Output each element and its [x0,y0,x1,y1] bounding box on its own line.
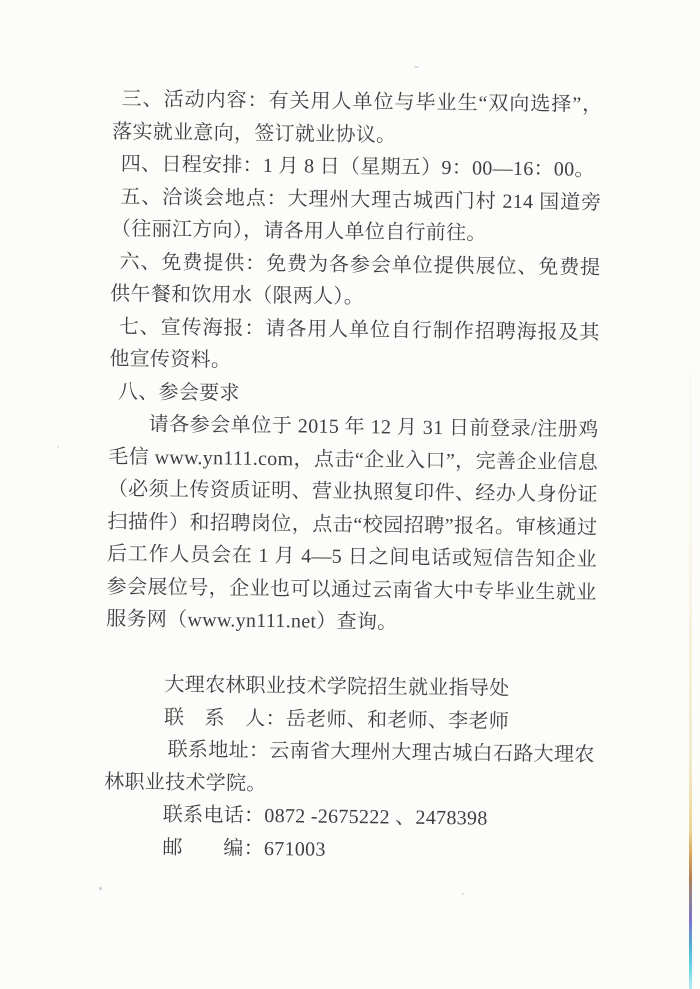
document-body [103,83,602,869]
contact-phone: 联系电话：0872 -2675222 、2478398 [162,803,488,830]
contact-block [103,668,595,869]
item-promo-posters: 七、宣传海报：请各用人单位自行制作招聘海报及其他宣传资料。 [109,315,600,372]
registration-instructions: 请各参会单位于 2015 年 12 月 31 日前登录/注册鸡毛信 www.yn111.com，点击“企业入口”，完善企业信息（必须上传资质证明、营业执照复印件、经办人身份证扫描件）和招聘岗位，点击“校园招聘”报名。审核通过后工作人员会在 1 月 4—5 日之间电话或短信告知企业参会展位号，企业也可以通过云南省大中专毕业生就业服务网（www.yn111.net）查询。 [106,413,599,634]
contact-address: 联系地址：云南省大理州大理古城白石路大理农林职业技术学院。 [104,738,595,795]
contact-person: 联 系 人：岳老师、和老师、李老师 [163,706,510,733]
item-requirements-heading: 八、参会要求 [117,380,240,405]
item-free-services: 六、免费提供：免费为各参会单位提供展位、免费提供午餐和饮用水（限两人）。 [110,250,601,309]
scan-speck [99,887,102,890]
item-venue: 五、洽谈会地点：大理州大理古城西门村 214 国道旁（往丽江方向），请各用人单位自行前往。 [110,185,602,245]
scan-speck [57,446,59,448]
item-schedule: 四、日程安排：1 月 8 日（星期五）9：00—16：00。 [120,153,595,181]
scan-speck [414,66,419,68]
contact-department: 大理农林职业技术学院招生就业指导处 [164,673,510,700]
scan-speck [462,893,464,895]
scanner-edge-artifact [689,230,692,989]
contact-postcode: 邮 编：671003 [162,836,326,861]
item-activity-content: 三、活动内容：有关用人单位与毕业生“双向选择”，落实就业意向，签订就业协议。 [112,88,603,147]
